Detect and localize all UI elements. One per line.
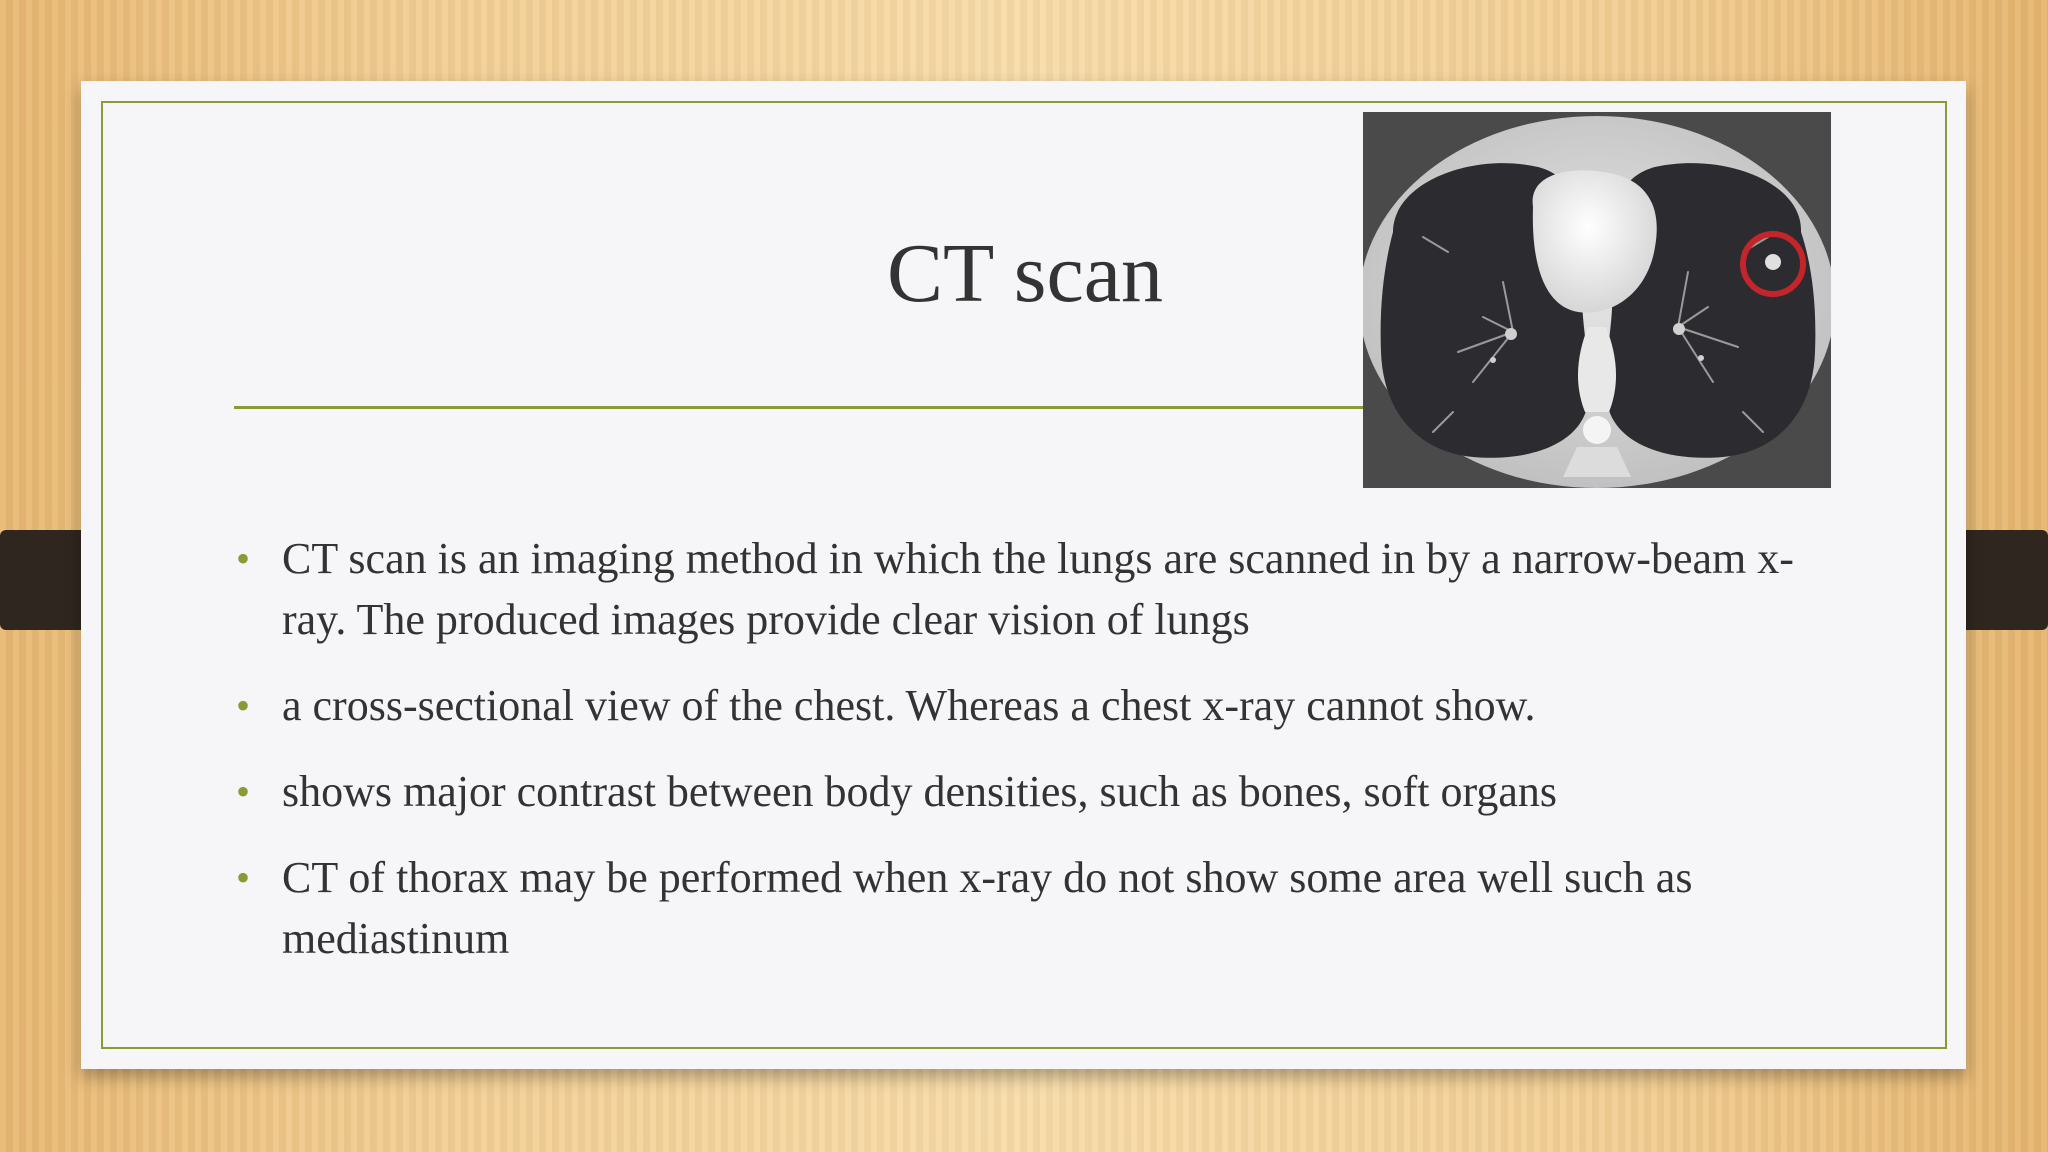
bullet-item (234, 675, 1794, 736)
bullet-text: a cross-sectional view of the chest. Whereas a chest x-ray cannot show. (282, 681, 1536, 730)
bullet-marker: • (236, 536, 251, 581)
slide-title: CT scan (886, 227, 1164, 320)
bullet-list (234, 528, 1794, 994)
bullet-marker: • (236, 855, 251, 900)
bullet-text: shows major contrast between body densities, such as bones, soft organs (282, 767, 1557, 816)
title-divider (234, 406, 1364, 409)
bullet-item (234, 847, 1794, 969)
bullet-item (234, 528, 1794, 650)
bullet-item (234, 761, 1794, 822)
bullet-text: CT scan is an imaging method in which the lungs are scanned in by a narrow-beam x-ray. The produced images provide clear vision of lungs (282, 534, 1794, 644)
bullet-marker: • (236, 683, 251, 728)
bullet-marker: • (236, 769, 251, 814)
ct-scan-image (1363, 112, 1831, 488)
bullet-text: CT of thorax may be performed when x-ray do not show some area well such as mediastinum (282, 853, 1693, 963)
